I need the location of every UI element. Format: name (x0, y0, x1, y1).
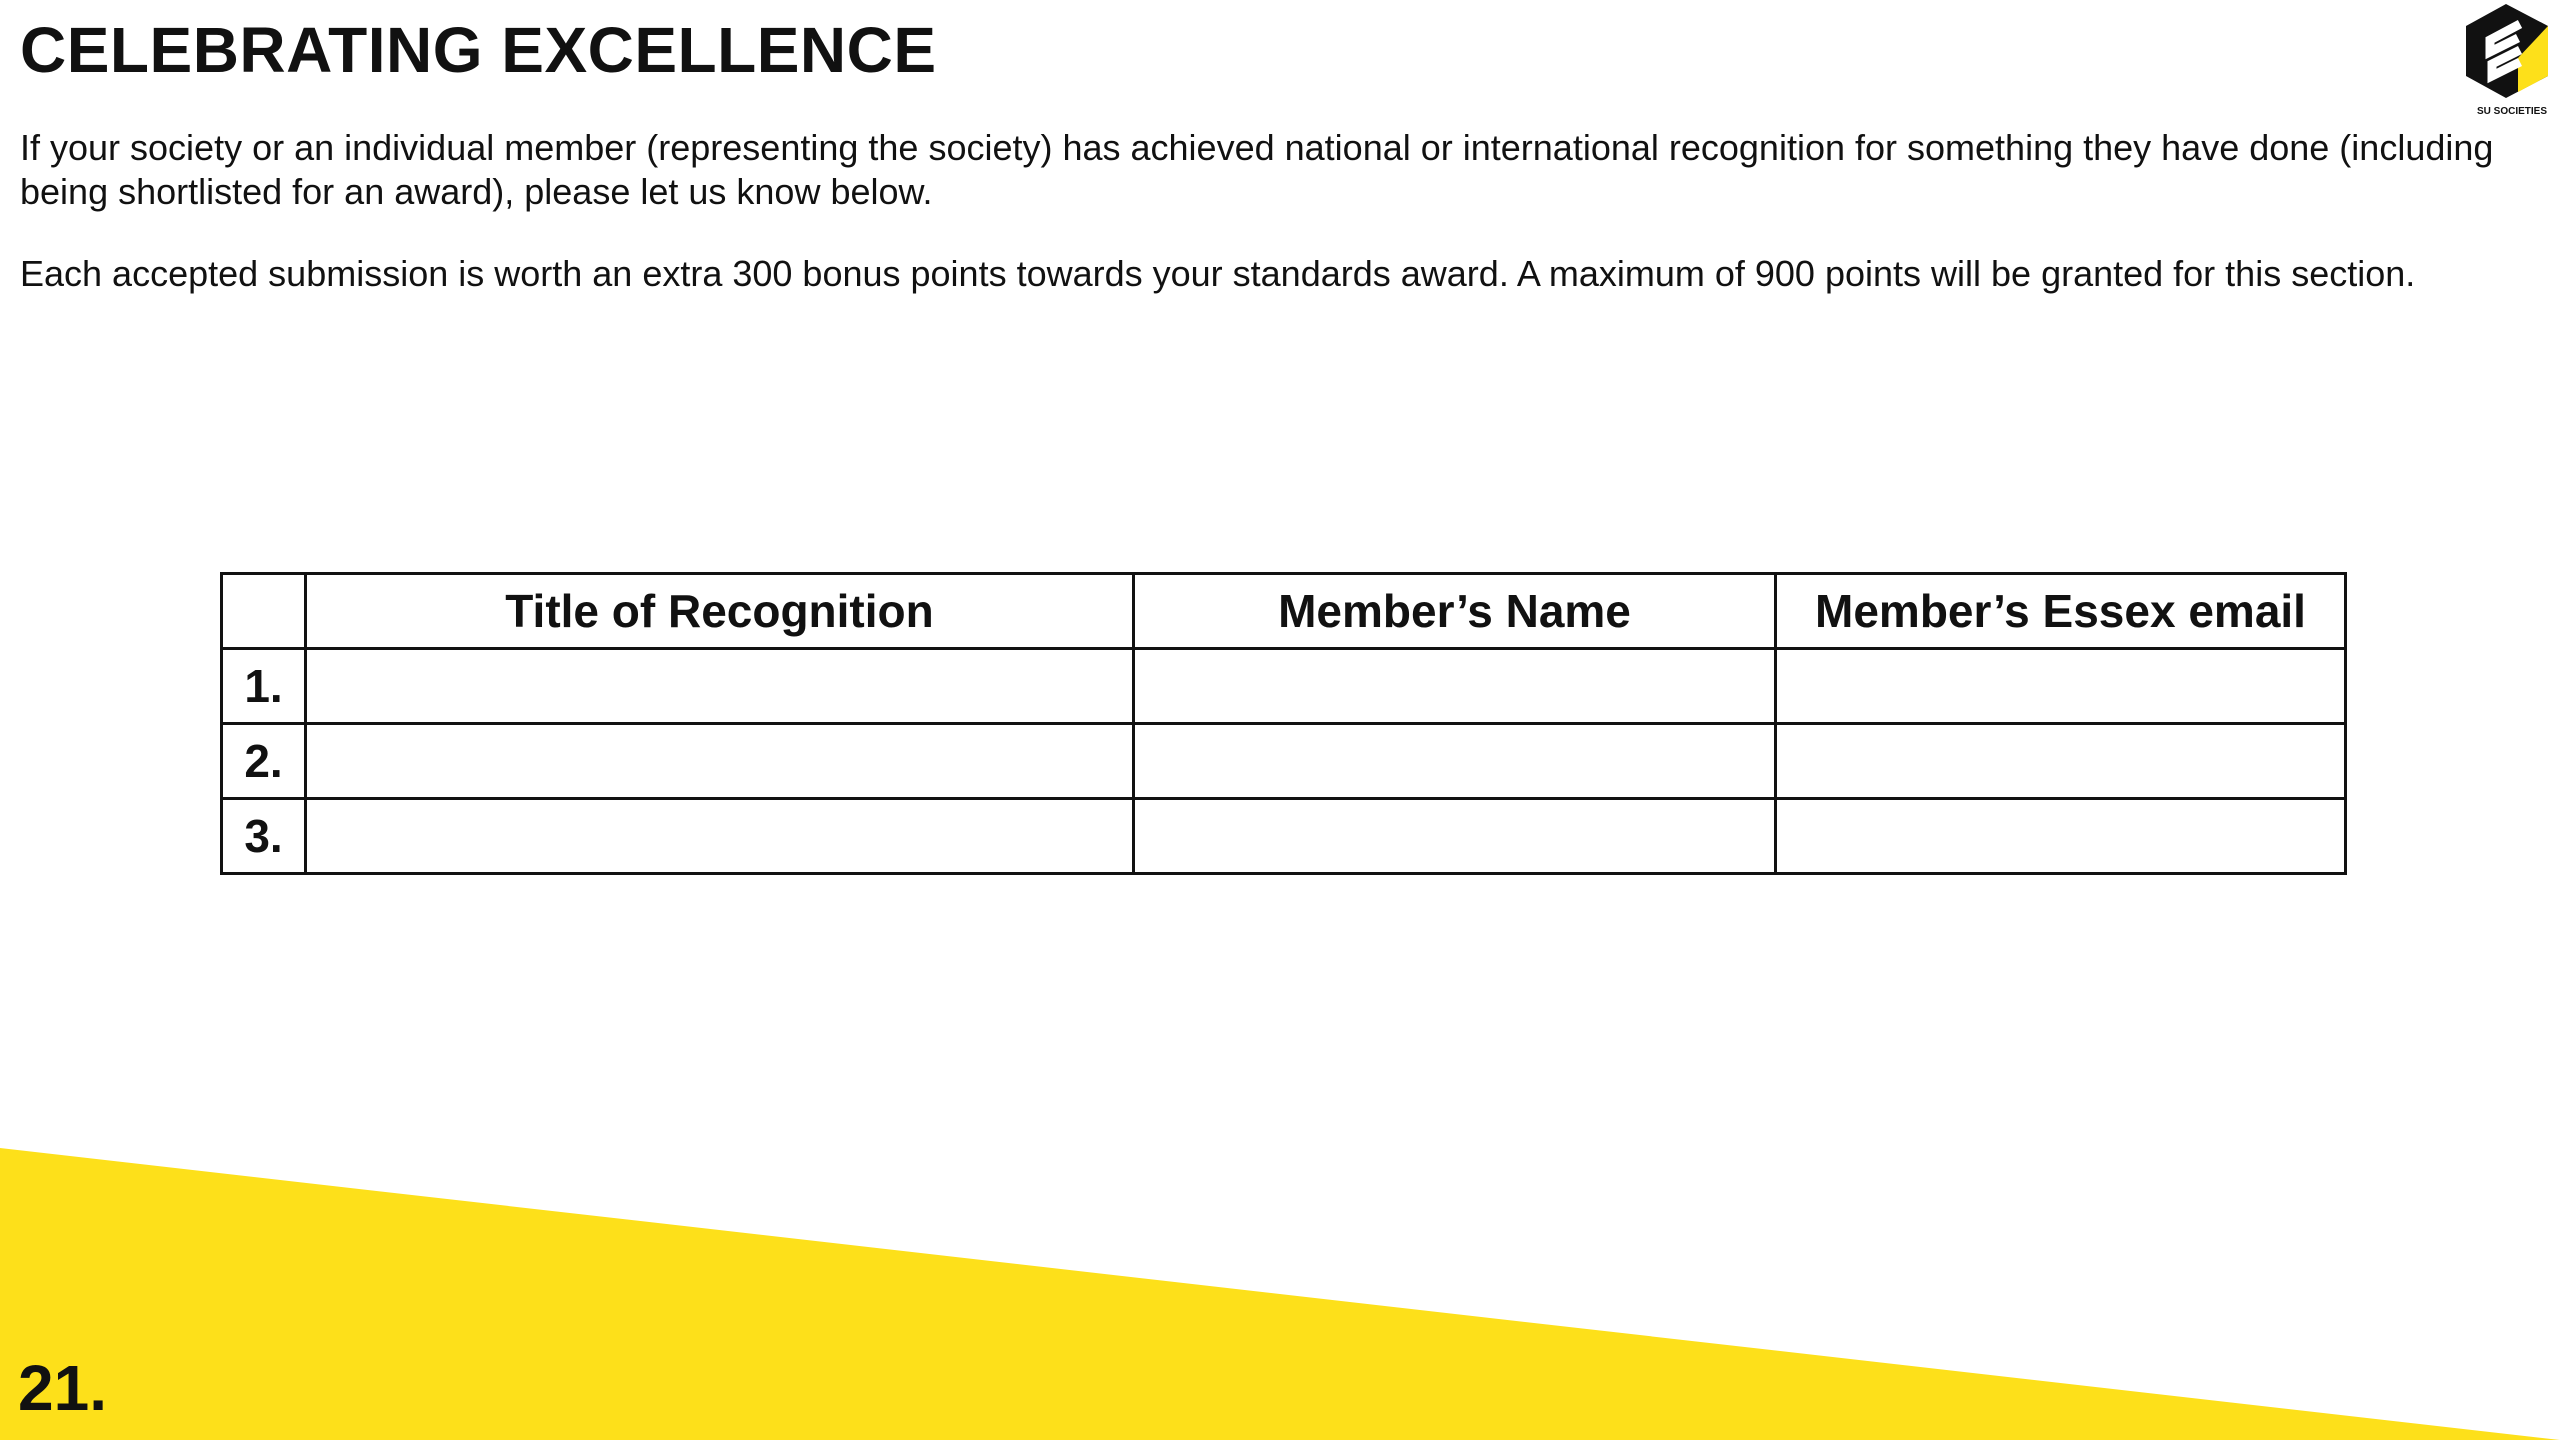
table-row (222, 649, 2346, 724)
page-number: 21. (18, 1352, 107, 1424)
members-name-cell[interactable] (1134, 799, 1776, 874)
table-header-title-of-recognition: Title of Recognition (306, 574, 1134, 649)
members-name-cell[interactable] (1134, 649, 1776, 724)
row-number: 2. (222, 724, 306, 799)
title-of-recognition-cell[interactable] (306, 799, 1134, 874)
table-header-members-essex-email: Member’s Essex email (1776, 574, 2346, 649)
row-number: 1. (222, 649, 306, 724)
title-of-recognition-cell[interactable] (306, 649, 1134, 724)
row-number: 3. (222, 799, 306, 874)
members-essex-email-cell[interactable] (1776, 649, 2346, 724)
page-title: CELEBRATING EXCELLENCE (20, 14, 937, 86)
table-header-members-name: Member’s Name (1134, 574, 1776, 649)
recognition-table (220, 572, 2347, 875)
bonus-points-text: Each accepted submission is worth an extra 300 bonus points towards your standards award. A maximum of 900 points will be granted for this section. (20, 253, 2416, 294)
table-header-row (222, 574, 2346, 649)
title-of-recognition-cell[interactable] (306, 724, 1134, 799)
table-header-number (222, 574, 306, 649)
intro-text: If your society or an individual member (representing the society) has achieved national or international recognition for something they have done (including being shortlisted for an award), please let us know below. (20, 127, 2494, 212)
table-row (222, 799, 2346, 874)
table-row (222, 724, 2346, 799)
members-name-cell[interactable] (1134, 724, 1776, 799)
members-essex-email-cell[interactable] (1776, 799, 2346, 874)
logo-caption: SU SOCIETIES (2476, 106, 2547, 117)
members-essex-email-cell[interactable] (1776, 724, 2346, 799)
